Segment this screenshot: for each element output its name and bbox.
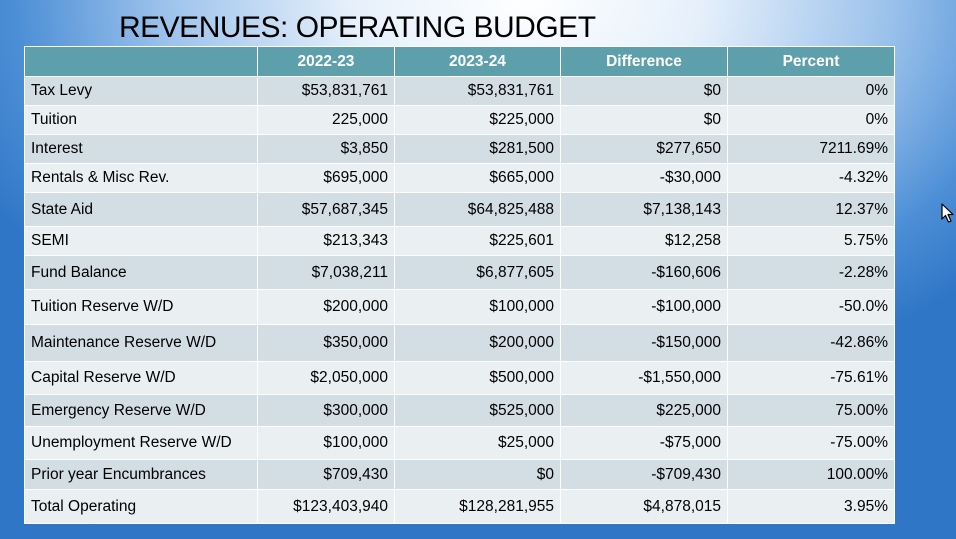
table-row [25, 77, 895, 106]
value-2022-23: $213,343 [258, 227, 395, 256]
row-label: Tuition [25, 106, 258, 135]
value-difference: $12,258 [561, 227, 728, 256]
value-2022-23: $709,430 [258, 460, 395, 490]
value-2023-24: $665,000 [395, 164, 561, 193]
table-row [25, 460, 895, 490]
table-row [25, 106, 895, 135]
value-2022-23: $200,000 [258, 290, 395, 325]
value-2023-24: $225,601 [395, 227, 561, 256]
table-row [25, 362, 895, 395]
row-label: SEMI [25, 227, 258, 256]
value-percent: 3.95% [728, 490, 895, 524]
table-row [25, 193, 895, 227]
value-2022-23: $2,050,000 [258, 362, 395, 395]
value-percent: 0% [728, 106, 895, 135]
value-difference: -$709,430 [561, 460, 728, 490]
value-percent: -4.32% [728, 164, 895, 193]
value-2022-23: 225,000 [258, 106, 395, 135]
value-2023-24: $53,831,761 [395, 77, 561, 106]
value-difference: $7,138,143 [561, 193, 728, 227]
value-2023-24: $100,000 [395, 290, 561, 325]
row-label: Rentals & Misc Rev. [25, 164, 258, 193]
value-2023-24: $25,000 [395, 427, 561, 460]
row-label: Capital Reserve W/D [25, 362, 258, 395]
header-2023-24: 2023-24 [395, 47, 561, 77]
value-2022-23: $695,000 [258, 164, 395, 193]
row-label: Prior year Encumbrances [25, 460, 258, 490]
row-label: Total Operating [25, 490, 258, 524]
value-2022-23: $53,831,761 [258, 77, 395, 106]
value-2022-23: $300,000 [258, 395, 395, 427]
revenue-table [24, 46, 895, 524]
value-2022-23: $57,687,345 [258, 193, 395, 227]
table-header-row [25, 47, 895, 77]
value-percent: 7211.69% [728, 135, 895, 164]
value-percent: -75.00% [728, 427, 895, 460]
value-2023-24: $6,877,605 [395, 256, 561, 290]
value-difference: $225,000 [561, 395, 728, 427]
value-percent: -50.0% [728, 290, 895, 325]
value-difference: -$150,000 [561, 325, 728, 362]
value-2023-24: $525,000 [395, 395, 561, 427]
value-percent: -75.61% [728, 362, 895, 395]
value-difference: -$30,000 [561, 164, 728, 193]
value-percent: 0% [728, 77, 895, 106]
value-difference: -$75,000 [561, 427, 728, 460]
table-row [25, 490, 895, 524]
value-2023-24: $128,281,955 [395, 490, 561, 524]
value-percent: -2.28% [728, 256, 895, 290]
value-difference: $277,650 [561, 135, 728, 164]
table-row [25, 290, 895, 325]
row-label: Unemployment Reserve W/D [25, 427, 258, 460]
header-label [25, 47, 258, 77]
value-2022-23: $3,850 [258, 135, 395, 164]
header-difference: Difference [561, 47, 728, 77]
value-percent: -42.86% [728, 325, 895, 362]
row-label: Maintenance Reserve W/D [25, 325, 258, 362]
value-2022-23: $7,038,211 [258, 256, 395, 290]
value-2023-24: $64,825,488 [395, 193, 561, 227]
value-percent: 100.00% [728, 460, 895, 490]
value-difference: -$100,000 [561, 290, 728, 325]
value-percent: 12.37% [728, 193, 895, 227]
row-label: Emergency Reserve W/D [25, 395, 258, 427]
table-row [25, 427, 895, 460]
value-difference: $0 [561, 77, 728, 106]
value-2023-24: $500,000 [395, 362, 561, 395]
value-2023-24: $225,000 [395, 106, 561, 135]
mouse-pointer-icon [941, 203, 955, 223]
value-difference: -$1,550,000 [561, 362, 728, 395]
row-label: Tax Levy [25, 77, 258, 106]
table-row [25, 135, 895, 164]
value-2022-23: $100,000 [258, 427, 395, 460]
value-difference: -$160,606 [561, 256, 728, 290]
table-row [25, 395, 895, 427]
value-percent: 5.75% [728, 227, 895, 256]
slide-title: REVENUES: OPERATING BUDGET [119, 11, 596, 44]
value-2023-24: $200,000 [395, 325, 561, 362]
table-row [25, 227, 895, 256]
table-row [25, 164, 895, 193]
value-2022-23: $123,403,940 [258, 490, 395, 524]
value-difference: $0 [561, 106, 728, 135]
value-percent: 75.00% [728, 395, 895, 427]
value-2023-24: $0 [395, 460, 561, 490]
value-2023-24: $281,500 [395, 135, 561, 164]
row-label: Fund Balance [25, 256, 258, 290]
row-label: Interest [25, 135, 258, 164]
table-row [25, 256, 895, 290]
row-label: Tuition Reserve W/D [25, 290, 258, 325]
table-row [25, 325, 895, 362]
value-2022-23: $350,000 [258, 325, 395, 362]
header-percent: Percent [728, 47, 895, 77]
header-2022-23: 2022-23 [258, 47, 395, 77]
value-difference: $4,878,015 [561, 490, 728, 524]
row-label: State Aid [25, 193, 258, 227]
